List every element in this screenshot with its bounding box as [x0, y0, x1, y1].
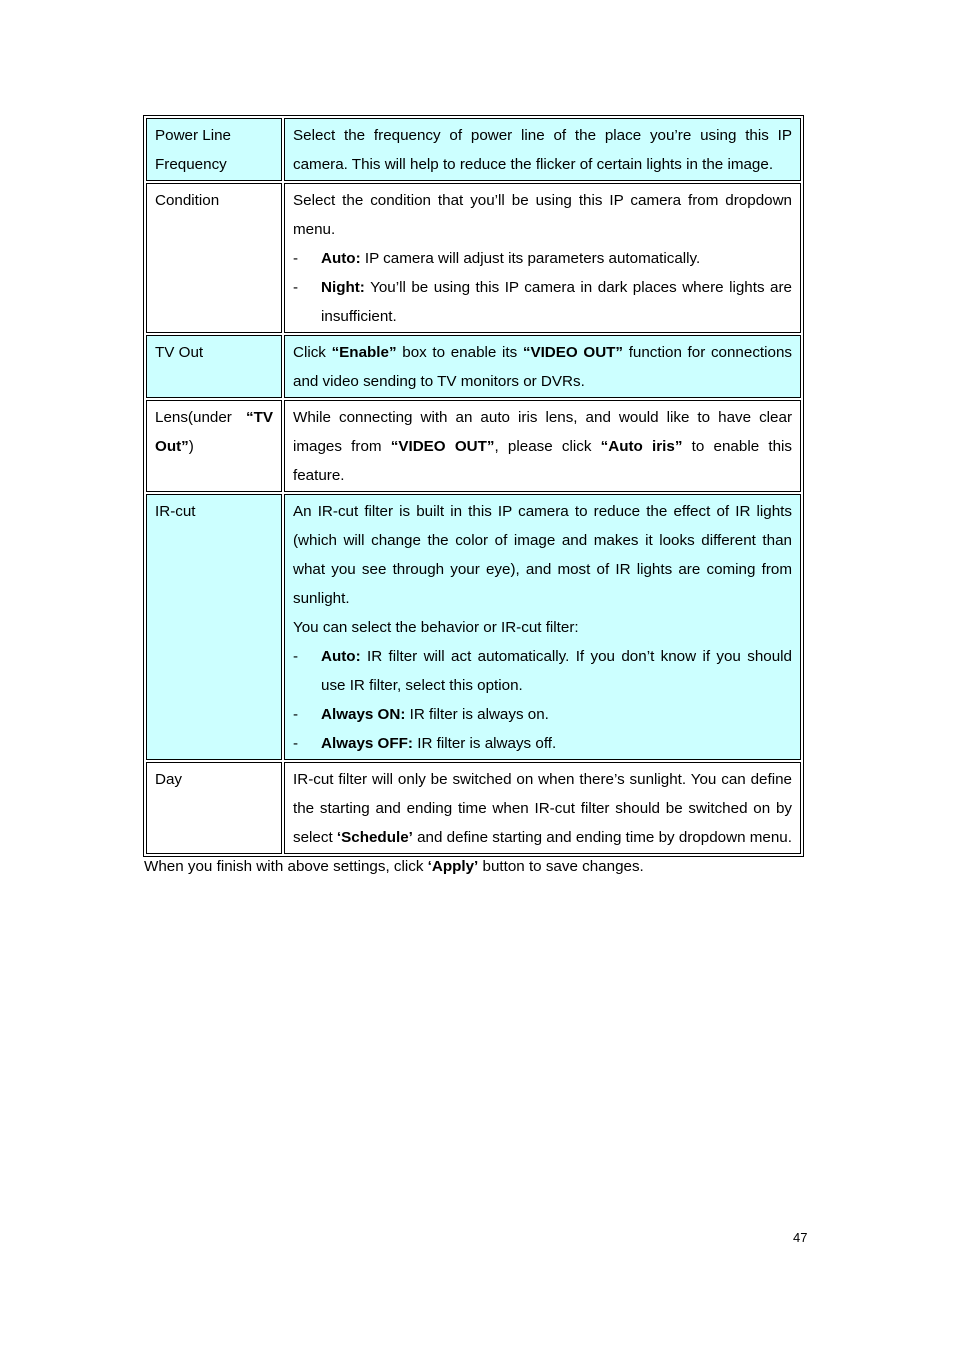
row-desc-tv-out — [284, 335, 801, 398]
list-dash: - — [293, 250, 299, 267]
list-item — [293, 642, 792, 700]
row-desc-lens — [284, 400, 801, 492]
table-row-power-line — [146, 118, 801, 181]
text-run: function for connections and video sending to TV monitors or DVRs. — [293, 344, 792, 390]
list-dash: - — [293, 735, 299, 752]
list-term: Always OFF: — [321, 735, 413, 752]
text-run: , please click — [494, 438, 601, 455]
list-term: Auto: — [321, 648, 361, 665]
list-text — [321, 642, 792, 700]
list-term: Night: — [321, 279, 365, 296]
row-desc-day — [284, 762, 801, 854]
bold-run: “Enable” — [331, 344, 397, 361]
row-desc-ir-cut — [284, 494, 801, 760]
list-detail: You’ll be using this IP camera in dark places where lights are insufficient. — [321, 279, 792, 325]
settings-table — [143, 115, 804, 857]
row-label-power-line — [146, 118, 282, 181]
list-detail: IR filter is always on. — [405, 706, 549, 723]
row-label-tv-out: TV Out — [146, 335, 282, 398]
bold-run: “TV Out” — [155, 409, 273, 455]
row-label-lens — [146, 400, 282, 492]
text-run: When you finish with above settings, click — [144, 858, 428, 875]
row-label-ir-cut: IR-cut — [146, 494, 282, 760]
table-row-day — [146, 762, 801, 854]
bold-run: “Auto iris” — [600, 438, 683, 455]
ir-cut-paragraph-1: An IR-cut filter is built in this IP camera to reduce the effect of IR lights (which will change the color of image and makes it looks different than what you see through your eye), and most of IR lights are coming from sunlight. — [293, 503, 792, 607]
list-detail: IR filter is always off. — [413, 735, 557, 752]
list-text — [321, 273, 792, 331]
list-term: Auto: — [321, 250, 361, 267]
list-text — [321, 729, 792, 758]
list-text — [321, 700, 792, 729]
label-line-2: Frequency — [155, 156, 227, 173]
label-line-1: Power Line — [155, 127, 231, 144]
text-run: IR-cut filter will only be switched on when there’s sunlight. You can define the starting and ending time when IR-cut filter should be switched on by select — [293, 771, 792, 846]
list-item — [293, 244, 792, 273]
text-run: and define starting and ending time by dropdown menu. — [412, 829, 792, 846]
list-item — [293, 729, 792, 758]
condition-intro: Select the condition that you’ll be using this IP camera from dropdown menu. — [293, 192, 792, 238]
table-row-lens — [146, 400, 801, 492]
table-row-tv-out — [146, 335, 801, 398]
text-run: Click — [293, 344, 332, 361]
list-item — [293, 273, 792, 331]
text-run: Lens(under — [155, 409, 246, 426]
list-term: Always ON: — [321, 706, 406, 723]
text-run: button to save changes. — [478, 858, 644, 875]
list-dash: - — [293, 279, 299, 296]
list-detail: IP camera will adjust its parameters automatically. — [360, 250, 701, 267]
list-text — [321, 244, 792, 273]
list-dash: - — [293, 648, 299, 665]
list-dash: - — [293, 706, 299, 723]
footer-note — [144, 855, 644, 879]
text-run: While connecting with an auto iris lens, and would like to have clear images from — [293, 409, 792, 455]
bold-run: ‘Apply’ — [427, 858, 479, 875]
text-run: box to enable its — [396, 344, 523, 361]
table-row-condition — [146, 183, 801, 333]
row-label-day: Day — [146, 762, 282, 854]
row-label-condition: Condition — [146, 183, 282, 333]
row-desc-condition — [284, 183, 801, 333]
list-detail: IR filter will act automatically. If you don’t know if you should use IR filter, select this option. — [321, 648, 792, 694]
table-row-ir-cut — [146, 494, 801, 760]
text-run: ) — [188, 438, 194, 455]
page-number: 47 — [793, 1230, 808, 1245]
bold-run: “VIDEO OUT” — [390, 438, 495, 455]
row-desc-power-line: Select the frequency of power line of the place you’re using this IP camera. This will help to reduce the flicker of certain lights in the image. — [284, 118, 801, 181]
text-run: to enable this feature. — [293, 438, 792, 484]
list-item — [293, 700, 792, 729]
ir-cut-paragraph-2: You can select the behavior or IR-cut filter: — [293, 619, 579, 636]
bold-run: “VIDEO OUT” — [522, 344, 624, 361]
bold-run: ‘Schedule’ — [336, 829, 413, 846]
